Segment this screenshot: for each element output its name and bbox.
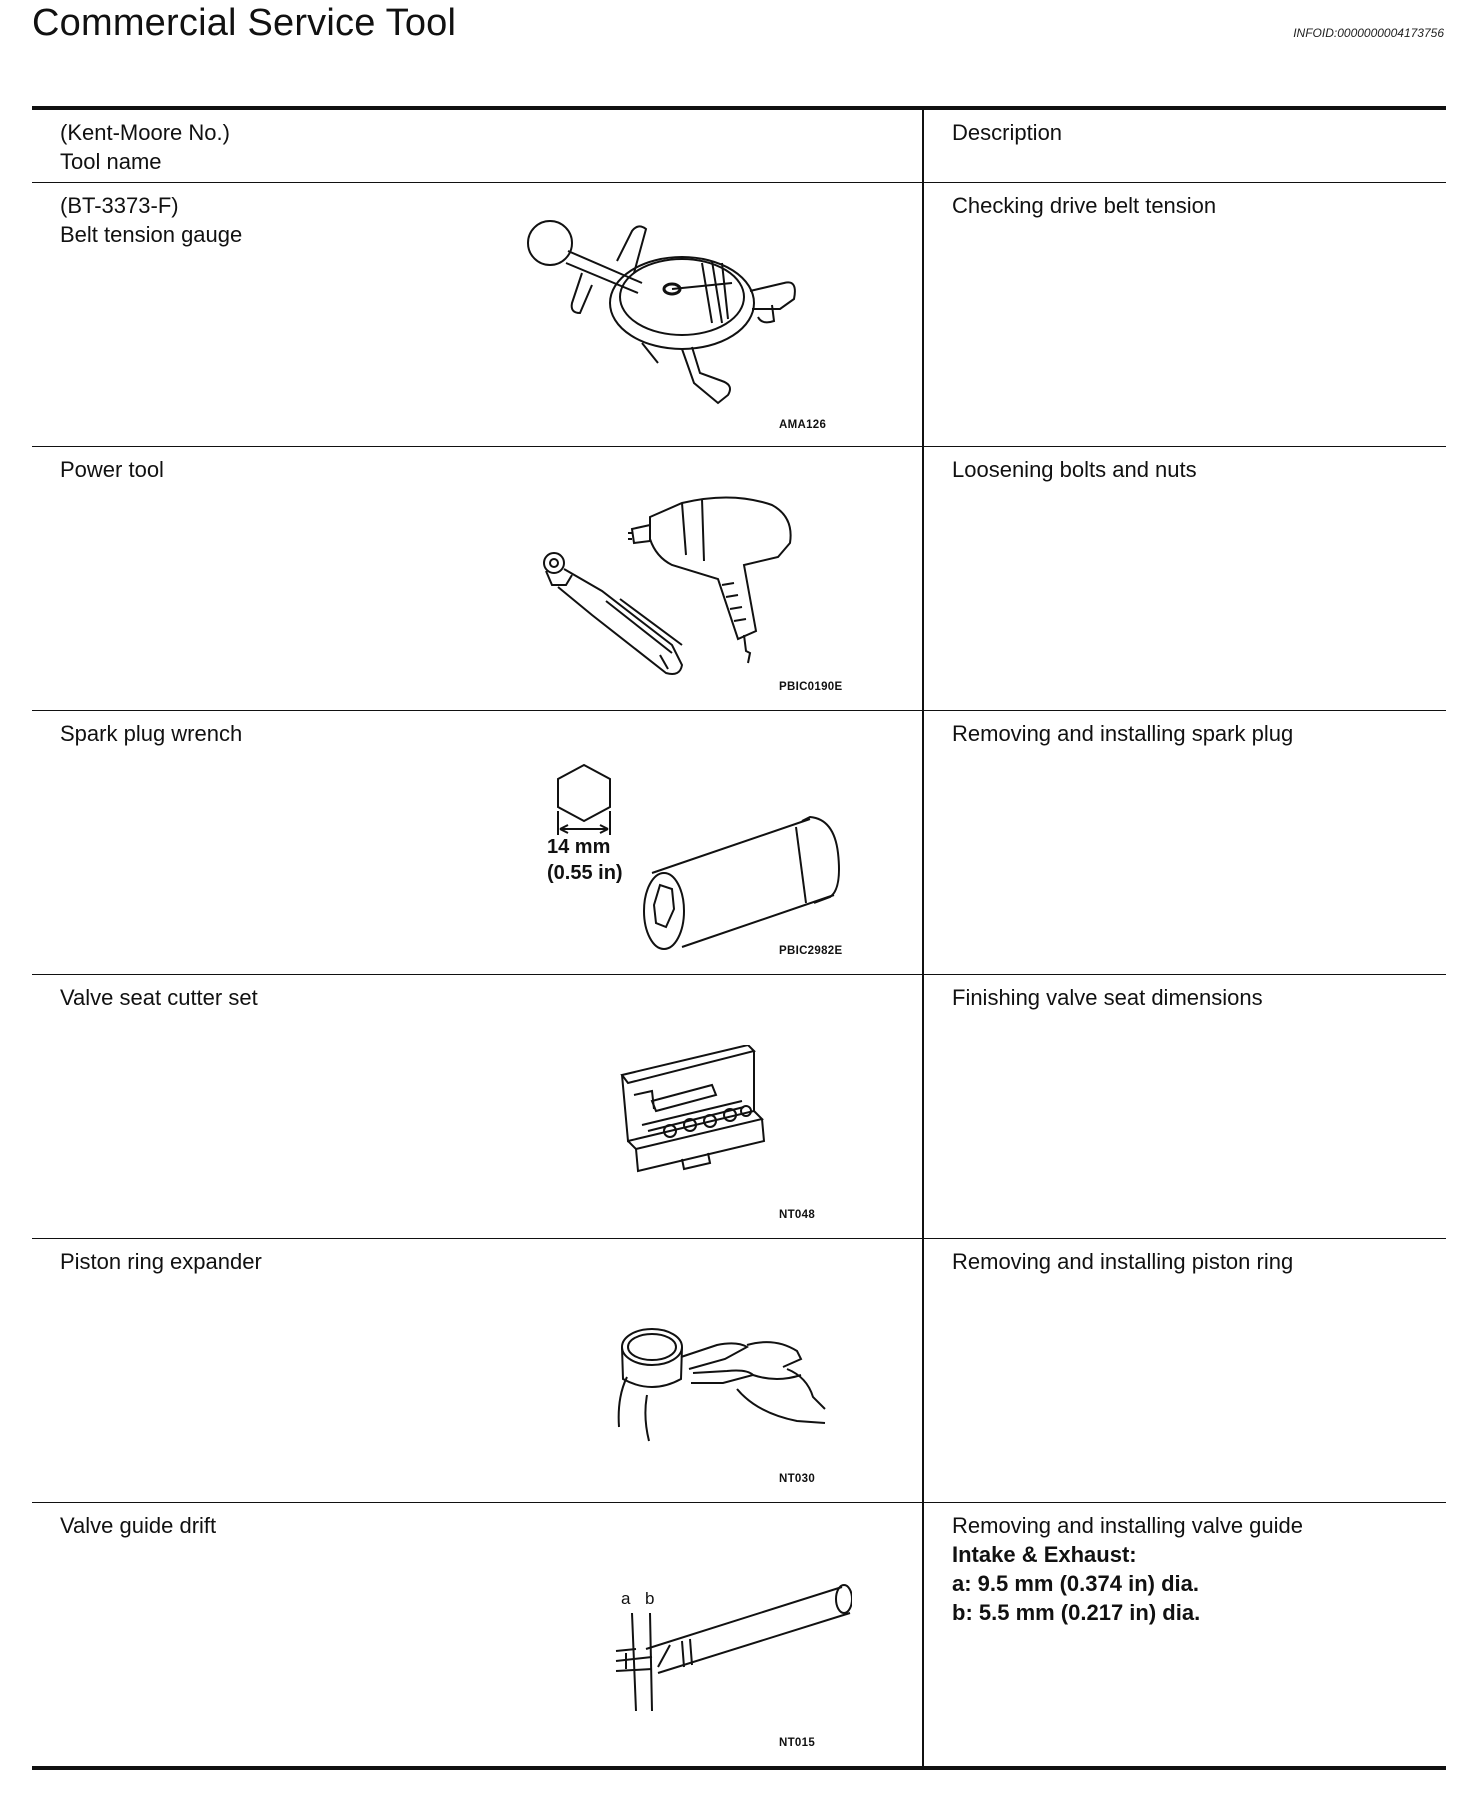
figure-code: PBIC0190E: [779, 681, 843, 693]
figure-code: AMA126: [779, 419, 827, 431]
tool-name: Spark plug wrench: [60, 721, 243, 746]
drift-label-a: a: [621, 1589, 631, 1608]
table-row: [32, 1239, 1446, 1503]
description-spec-b: b: 5.5 mm (0.217 in) dia.: [952, 1600, 1201, 1625]
page-title: Commercial Service Tool: [32, 2, 457, 44]
description-cell: [923, 1239, 1446, 1503]
belt-tension-gauge-icon: [522, 213, 862, 413]
header-kent-moore-label: (Kent-Moore No.): [60, 120, 230, 145]
header-tool-name-label: Tool name: [60, 149, 162, 174]
figure-code: NT048: [779, 1209, 816, 1221]
tool-cell: [32, 1239, 923, 1503]
tool-name: Valve seat cutter set: [60, 985, 258, 1010]
table-row: [32, 975, 1446, 1239]
valve-seat-cutter-set-icon: [612, 1045, 812, 1195]
header-description-cell: [923, 108, 1446, 183]
piston-ring-expander-icon: [597, 1317, 837, 1447]
tool-description: Removing and installing piston ring: [952, 1249, 1294, 1274]
figure-code: NT030: [779, 1473, 816, 1485]
description-cell: [923, 183, 1446, 447]
header-tool-cell: [32, 108, 923, 183]
figure-code: NT015: [779, 1737, 816, 1749]
tool-cell: [32, 1503, 923, 1769]
header-description-label: Description: [952, 120, 1063, 145]
tool-cell: [32, 183, 923, 447]
drift-label-b: b: [645, 1589, 655, 1608]
table-row: [32, 1503, 1446, 1769]
description-cell: [923, 711, 1446, 975]
tool-name: Power tool: [60, 457, 164, 482]
tool-cell: [32, 975, 923, 1239]
tool-description: Removing and installing valve guide: [952, 1513, 1303, 1538]
table-row: [32, 447, 1446, 711]
tool-description: Checking drive belt tension: [952, 193, 1217, 218]
tool-name: Piston ring expander: [60, 1249, 262, 1274]
description-cell: [923, 447, 1446, 711]
tool-name: Valve guide drift: [60, 1513, 217, 1538]
table-header-row: [32, 108, 1446, 183]
tool-description: Loosening bolts and nuts: [952, 457, 1197, 482]
description-cell: [923, 975, 1446, 1239]
tool-description: Finishing valve seat dimensions: [952, 985, 1263, 1010]
service-tool-table: [32, 106, 1446, 1770]
table-row: [32, 183, 1446, 447]
tool-cell: [32, 711, 923, 975]
tool-description: Removing and installing spark plug: [952, 721, 1294, 746]
info-id: INFOID:0000000004173756: [1293, 26, 1444, 40]
power-tool-icon: [532, 495, 862, 685]
description-spec-heading: Intake & Exhaust:: [952, 1542, 1137, 1567]
tool-cell: [32, 447, 923, 711]
table-row: [32, 711, 1446, 975]
spark-plug-size-in: (0.55 in): [547, 862, 623, 884]
description-cell: [923, 1503, 1446, 1769]
figure-code: PBIC2982E: [779, 945, 843, 957]
tool-number: (BT-3373-F): [60, 193, 179, 218]
description-spec-a: a: 9.5 mm (0.374 in) dia.: [952, 1571, 1199, 1596]
spark-plug-size-mm: 14 mm: [547, 836, 611, 858]
tool-name: Belt tension gauge: [60, 222, 243, 247]
